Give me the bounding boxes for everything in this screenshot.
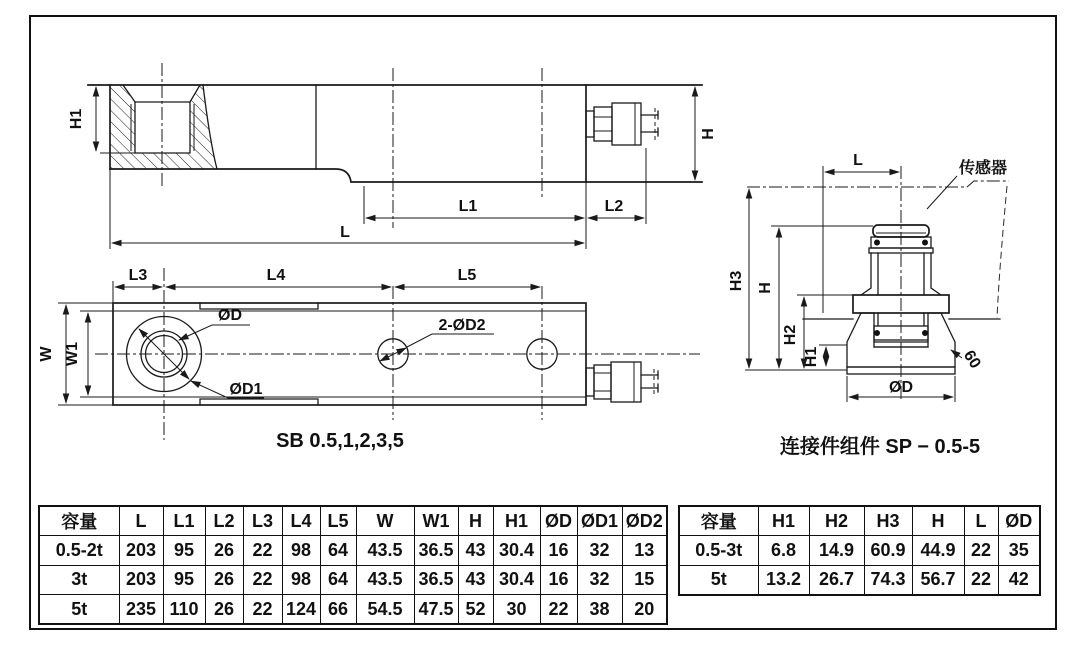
dim-label-w1: W1 [64, 342, 81, 366]
dim-label-od: ØD [218, 307, 242, 324]
sp-view-dimensions [728, 152, 984, 402]
table-cell: 26 [205, 565, 243, 595]
table-cell: 98 [282, 536, 320, 566]
table-row [679, 536, 1040, 566]
table-header: H [458, 506, 493, 536]
table-cell: 14.9 [809, 536, 864, 566]
table-cell: 66 [320, 595, 356, 625]
table-cell: 22 [540, 595, 577, 625]
table-cell: 42 [998, 565, 1040, 595]
table-cell: 98 [282, 565, 320, 595]
dim-label-h1: H1 [68, 108, 85, 130]
table-row [39, 536, 667, 566]
dim-label-od1: ØD1 [229, 381, 263, 398]
sp-assembly-view [728, 152, 1009, 402]
table-header: W [356, 506, 414, 536]
table-cell: 30 [493, 595, 540, 625]
table-cell: 32 [577, 565, 622, 595]
table-cell: 6.8 [758, 536, 809, 566]
table-header: H [912, 506, 964, 536]
table-cell: 20 [622, 595, 667, 625]
o-ring-top-left [874, 240, 880, 246]
o-ring-bottom-left [874, 330, 880, 336]
dim-label-sp-h2: H2 [782, 324, 799, 346]
dim-label-sp-h3: H3 [728, 270, 745, 292]
table-cell: 26.7 [809, 565, 864, 595]
dim-label-h: H [700, 128, 717, 140]
dim-label-l: L [340, 224, 350, 241]
dim-label-l2: L2 [604, 198, 624, 215]
table-cell: 43 [458, 536, 493, 566]
table-header: L2 [205, 506, 243, 536]
table-cell: 22 [243, 595, 282, 625]
table-cell: 30.4 [493, 536, 540, 566]
table-cell: 16 [540, 565, 577, 595]
table-header: H1 [758, 506, 809, 536]
table-cell: 60.9 [864, 536, 912, 566]
table-cell: 124 [282, 595, 320, 625]
table-cell: 32 [577, 536, 622, 566]
table-header: H1 [493, 506, 540, 536]
dim-label-l4: L4 [266, 267, 286, 284]
table-cell: 22 [243, 565, 282, 595]
table-row [39, 565, 667, 595]
o-ring-bottom-right [922, 330, 928, 336]
table-cell: 235 [119, 595, 163, 625]
table-cell: 5t [39, 595, 119, 625]
dim-label-w: W [38, 346, 55, 362]
table-cell: 43.5 [356, 565, 414, 595]
sp-dimension-table [678, 505, 1041, 596]
cable-gland-side [586, 103, 658, 145]
dim-label-sp-h: H [757, 282, 774, 294]
o-ring-top-right [922, 240, 928, 246]
table-cell: 52 [458, 595, 493, 625]
sensor-label: 传感器 [959, 160, 1008, 177]
sb-dimension-table [38, 505, 668, 625]
table-cell: 13.2 [758, 565, 809, 595]
table-row [39, 595, 667, 625]
table-header: ØD1 [577, 506, 622, 536]
table-cell: 203 [119, 565, 163, 595]
table-cell: 203 [119, 536, 163, 566]
dim-label-sp-h1: H1 [803, 346, 820, 368]
table-cell: 110 [163, 595, 205, 625]
table-header: ØD [540, 506, 577, 536]
plan-view [38, 267, 700, 440]
table-cell: 26 [205, 536, 243, 566]
caption-sp: 连接件组件 SP − 0.5-5 [779, 436, 981, 458]
table-row [679, 565, 1040, 595]
table-header: L4 [282, 506, 320, 536]
table-cell: 64 [320, 536, 356, 566]
dim-label-angle: 60 [959, 347, 984, 372]
table-header: L [119, 506, 163, 536]
table-cell: 30.4 [493, 565, 540, 595]
table-cell: 36.5 [414, 565, 458, 595]
table-header: L3 [243, 506, 282, 536]
table-cell: 56.7 [912, 565, 964, 595]
table-cell: 26 [205, 595, 243, 625]
table-cell: 13 [622, 536, 667, 566]
table-cell: 15 [622, 565, 667, 595]
table-cell: 54.5 [356, 595, 414, 625]
dim-label-sp-od: ØD [889, 379, 913, 396]
table-header: L5 [320, 506, 356, 536]
table-cell: 16 [540, 536, 577, 566]
sensor-centerline [747, 181, 1009, 187]
table-header: ØD [998, 506, 1040, 536]
body-bottom-edge [110, 169, 702, 182]
table-cell: 0.5-2t [39, 536, 119, 566]
table-header-row [39, 506, 667, 536]
table-cell: 0.5-3t [679, 536, 758, 566]
table-cell: 44.9 [912, 536, 964, 566]
table-cell: 74.3 [864, 565, 912, 595]
table-cell: 43 [458, 565, 493, 595]
table-header: H2 [809, 506, 864, 536]
table-cell: 47.5 [414, 595, 458, 625]
table-header: 容量 [39, 506, 119, 536]
table-cell: 22 [964, 565, 998, 595]
table-header-row [679, 506, 1040, 536]
table-header: H3 [864, 506, 912, 536]
table-header: 容量 [679, 506, 758, 536]
table-cell: 22 [243, 536, 282, 566]
dim-label-l1: L1 [458, 198, 478, 215]
table-header: L1 [163, 506, 205, 536]
dim-label-sp-l: L [853, 152, 863, 169]
caption-sb: SB 0.5,1,2,3,5 [276, 430, 404, 452]
cable-gland-plan [586, 362, 658, 402]
table-header: L [964, 506, 998, 536]
table-header: ØD2 [622, 506, 667, 536]
table-cell: 36.5 [414, 536, 458, 566]
table-cell: 43.5 [356, 536, 414, 566]
table-header: W1 [414, 506, 458, 536]
table-cell: 3t [39, 565, 119, 595]
table-cell: 38 [577, 595, 622, 625]
table-cell: 64 [320, 565, 356, 595]
table-cell: 5t [679, 565, 758, 595]
dim-label-l5: L5 [457, 267, 477, 284]
table-cell: 95 [163, 565, 205, 595]
section-hatch [110, 85, 217, 169]
table-cell: 95 [163, 536, 205, 566]
table-cell: 35 [998, 536, 1040, 566]
dim-label-od2: 2-ØD2 [438, 317, 486, 334]
dim-label-l3: L3 [128, 267, 148, 284]
side-view [68, 63, 717, 249]
table-cell: 22 [964, 536, 998, 566]
